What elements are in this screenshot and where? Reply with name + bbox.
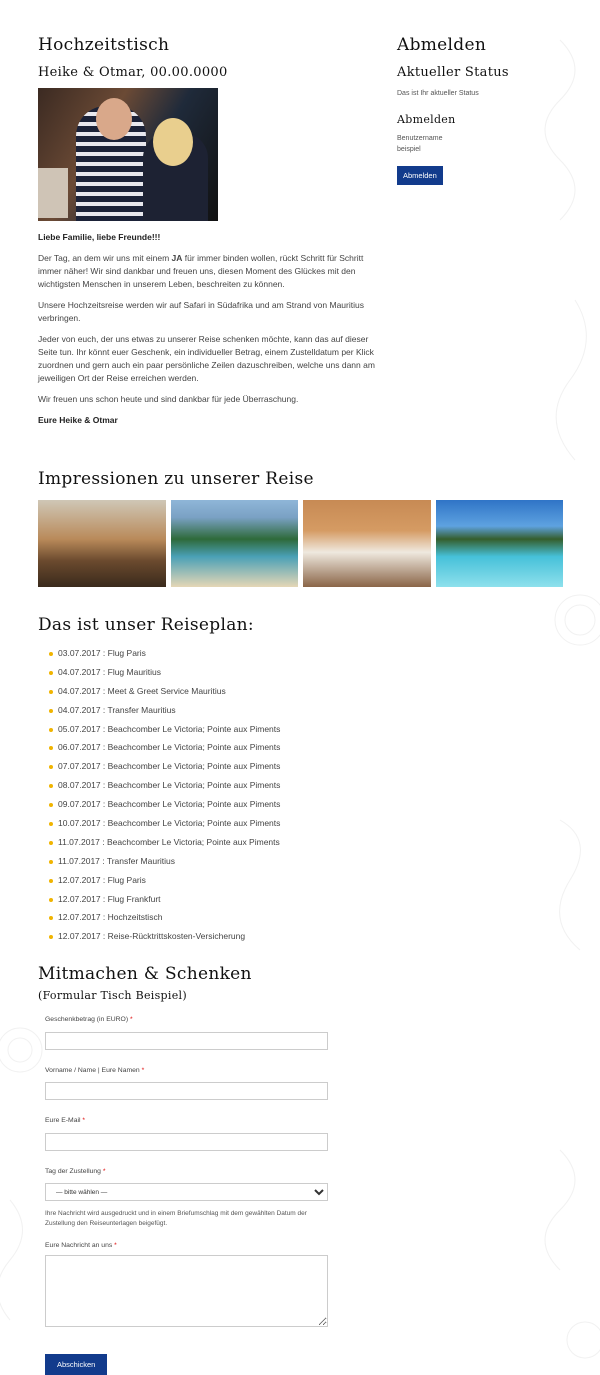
submit-button[interactable]: Abschicken bbox=[45, 1354, 107, 1375]
status-heading: Aktueller Status bbox=[397, 65, 509, 80]
status-text: Das ist Ihr aktueller Status bbox=[397, 90, 479, 97]
signature: Eure Heike & Otmar bbox=[38, 415, 118, 425]
plan-item: 09.07.2017 : Beachcomber Le Victoria; Pointe aux Piments bbox=[38, 795, 563, 814]
delivery-hint: Ihre Nachricht wird ausgedruckt und in einem Briefumschlag mit dem gewählten Datum der Zustellung den Reiseunterlagen beigefügt. bbox=[45, 1210, 307, 1227]
main-content bbox=[38, 34, 383, 435]
travel-plan-title: Das ist unser Reiseplan: bbox=[38, 615, 254, 635]
plan-item: 08.07.2017 : Beachcomber Le Victoria; Pointe aux Piments bbox=[38, 776, 563, 795]
plan-item: 03.07.2017 : Flug Paris bbox=[38, 644, 563, 663]
plan-item: 04.07.2017 : Flug Mauritius bbox=[38, 663, 563, 682]
username-value: beispiel bbox=[397, 146, 421, 153]
sidebar bbox=[397, 34, 567, 185]
thanks-paragraph: Wir freuen uns schon heute und sind dankbar für jede Überraschung. bbox=[38, 394, 299, 404]
message-textarea[interactable] bbox=[45, 1255, 328, 1327]
delivery-date-select[interactable] bbox=[45, 1183, 328, 1201]
gift-section-header bbox=[38, 963, 563, 1011]
name-input[interactable] bbox=[45, 1082, 328, 1100]
plan-item: 12.07.2017 : Reise-Rücktrittskosten-Versicherung bbox=[38, 927, 563, 946]
plan-item: 12.07.2017 : Flug Frankfurt bbox=[38, 890, 563, 909]
intro-paragraph: Der Tag, an dem wir uns mit einem JA für immer binden wollen, rückt Schritt für Schritt immer näher! Wir sind dankbar und freuen uns, diesen Moment des Glückes mit den wichtigsten Menschen in unserem Leben, beschreiten zu können. bbox=[38, 253, 364, 289]
date-label: Tag der Zustellung * bbox=[45, 1167, 106, 1175]
logout-button[interactable]: Abmelden bbox=[397, 166, 443, 185]
plan-item: 04.07.2017 : Meet & Greet Service Mauritius bbox=[38, 682, 563, 701]
email-label: Eure E-Mail * bbox=[45, 1117, 86, 1124]
amount-input[interactable] bbox=[45, 1032, 328, 1050]
gift-form bbox=[45, 1015, 328, 1375]
hotel-room-image[interactable] bbox=[38, 500, 166, 587]
couple-photo bbox=[38, 88, 218, 221]
amount-label: Geschenkbetrag (in EURO) * bbox=[45, 1016, 133, 1023]
plan-item: 07.07.2017 : Beachcomber Le Victoria; Pointe aux Piments bbox=[38, 757, 563, 776]
greeting: Liebe Familie, liebe Freunde!!! bbox=[38, 232, 161, 242]
email-input[interactable] bbox=[45, 1133, 328, 1151]
gift-section-subtitle: (Formular Tisch Beispiel) bbox=[38, 989, 187, 1002]
gift-paragraph: Jeder von euch, der uns etwas zu unserer Reise schenken möchte, kann das auf dieser Seite tun. Ihr könnt euer Geschenk, ein individueller Betrag, einem Zustelldatum per Klick zuordnen und gern auch ein paar persönliche Zeilen dazuschreiben, welche uns dann am jeweiligen Ort der Reise erreichen werden. bbox=[38, 334, 375, 383]
plan-item: 10.07.2017 : Beachcomber Le Victoria; Pointe aux Piments bbox=[38, 814, 563, 833]
resort-aerial-image[interactable] bbox=[171, 500, 299, 587]
pool-image[interactable] bbox=[436, 500, 564, 587]
plan-item: 11.07.2017 : Beachcomber Le Victoria; Pointe aux Piments bbox=[38, 833, 563, 852]
impressions-section bbox=[38, 468, 563, 587]
travel-plan-section bbox=[38, 614, 563, 946]
name-label: Vorname / Name | Eure Namen * bbox=[45, 1066, 145, 1074]
logout-heading: Abmelden bbox=[397, 113, 456, 126]
plan-item: 05.07.2017 : Beachcomber Le Victoria; Pointe aux Piments bbox=[38, 720, 563, 739]
impressions-title: Impressionen zu unserer Reise bbox=[38, 469, 314, 489]
plan-item: 12.07.2017 : Hochzeitstisch bbox=[38, 908, 563, 927]
honeymoon-paragraph: Unsere Hochzeitsreise werden wir auf Safari in Südafrika und am Strand von Mauritius verbringen. bbox=[38, 300, 364, 323]
travel-plan-list bbox=[38, 644, 563, 946]
plan-item: 11.07.2017 : Transfer Mauritius bbox=[38, 852, 563, 871]
page-title: Hochzeitstisch bbox=[38, 35, 170, 55]
plan-item: 06.07.2017 : Beachcomber Le Victoria; Pointe aux Piments bbox=[38, 738, 563, 757]
gift-section-title: Mitmachen & Schenken bbox=[38, 964, 252, 984]
sidebar-title: Abmelden bbox=[397, 35, 487, 55]
message-label: Eure Nachricht an uns * bbox=[45, 1242, 117, 1249]
plan-item: 04.07.2017 : Transfer Mauritius bbox=[38, 701, 563, 720]
username-label: Benutzername bbox=[397, 135, 443, 142]
plan-item: 12.07.2017 : Flug Paris bbox=[38, 871, 563, 890]
impressions-gallery bbox=[38, 500, 563, 587]
couple-subtitle: Heike & Otmar, 00.00.0000 bbox=[38, 65, 228, 80]
suite-room-image[interactable] bbox=[303, 500, 431, 587]
